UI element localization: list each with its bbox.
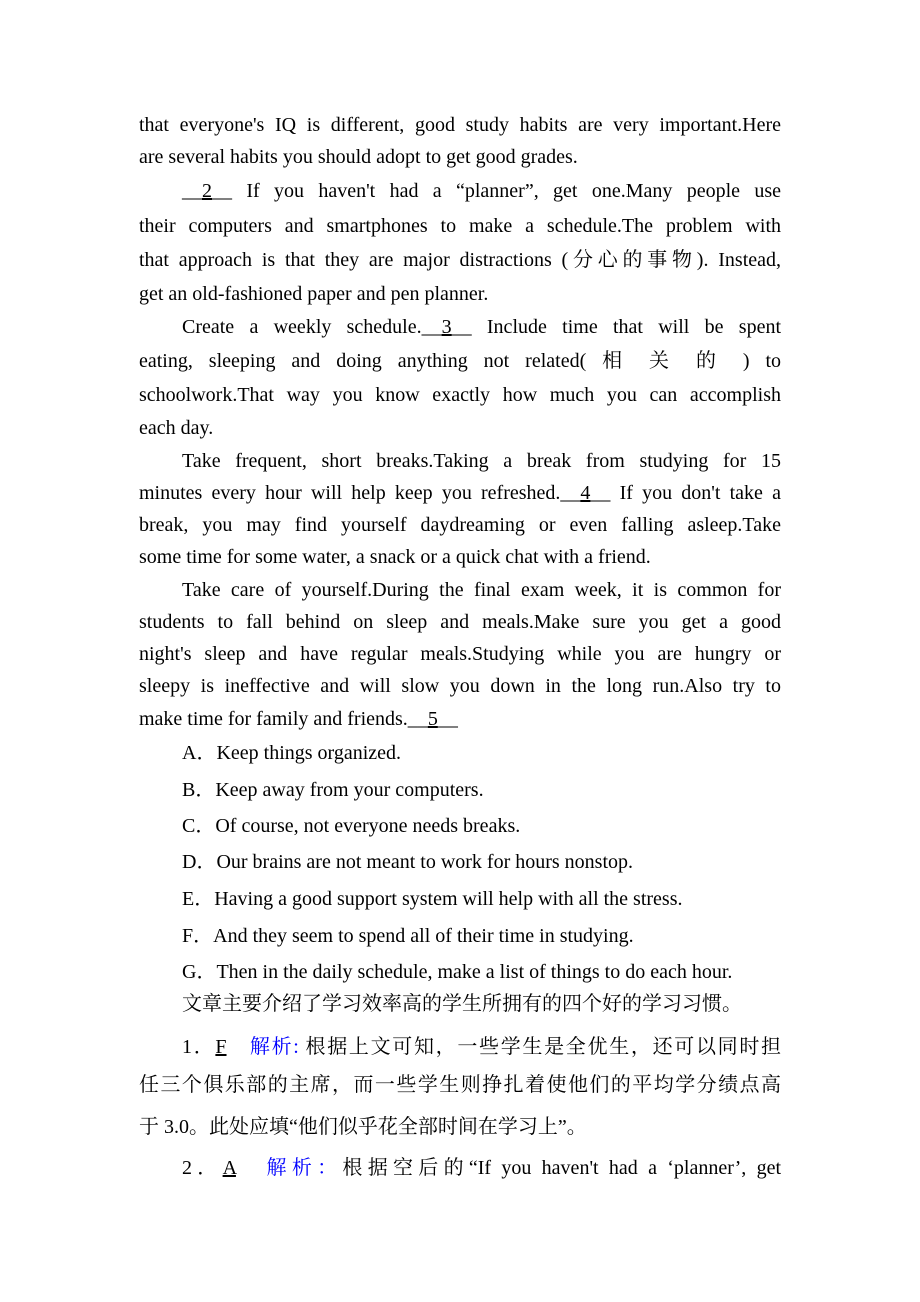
text-line bbox=[182, 990, 781, 1018]
answer-blank: 3 bbox=[441, 316, 452, 338]
text-segment: sleepy is ineffective and will slow you down in the long run.Also try to bbox=[139, 675, 781, 697]
answer-blank: A bbox=[222, 1157, 236, 1179]
text-line bbox=[139, 1071, 781, 1099]
text-line bbox=[139, 143, 781, 171]
text-segment: 根据空后的“If you haven't had a ‘planner’, get bbox=[342, 1157, 782, 1179]
text-segment: 于 3.0。此处应填“他们似乎花全部时间在学习上”。 bbox=[139, 1116, 587, 1138]
text-segment: get an old-fashioned paper and pen planner. bbox=[139, 283, 489, 305]
answer-blank: 4 bbox=[580, 482, 591, 504]
text-line bbox=[182, 1033, 781, 1061]
text-segment: Create a weekly schedule.__ bbox=[182, 316, 442, 338]
text-line bbox=[139, 414, 781, 442]
text-segment: are several habits you should adopt to get good grades. bbox=[139, 146, 578, 168]
text-segment: C．Of course, not everyone needs breaks. bbox=[182, 815, 521, 837]
text-segment: each day. bbox=[139, 417, 214, 439]
answer-blank: 2 bbox=[202, 180, 212, 202]
text-segment: schoolwork.That way you know exactly how much you can accomplish bbox=[139, 384, 781, 406]
text-line bbox=[139, 212, 781, 240]
text-line bbox=[139, 280, 781, 308]
text-segment: D．Our brains are not meant to work for hours nonstop. bbox=[182, 851, 634, 873]
text-segment: their computers and smartphones to make a schedule.The problem with bbox=[139, 215, 781, 237]
text-segment: F．And they seem to spend all of their time in studying. bbox=[182, 925, 634, 947]
text-segment: A．Keep things organized. bbox=[182, 742, 402, 764]
analysis-label: 解析： bbox=[266, 1157, 343, 1179]
text-segment: 根据上文可知，一些学生是全优生，还可以同时担 bbox=[298, 1036, 782, 1058]
text-segment: eating, sleeping and doing anything not related( 相 关 的 ) to bbox=[139, 350, 781, 372]
text-line bbox=[139, 543, 781, 571]
text-line bbox=[182, 576, 781, 604]
text-line bbox=[182, 313, 781, 341]
text-line bbox=[139, 381, 781, 409]
text-line bbox=[139, 347, 781, 375]
text-line bbox=[182, 776, 781, 804]
text-segment: some time for some water, a snack or a quick chat with a friend. bbox=[139, 546, 651, 568]
text-segment: Take frequent, short breaks.Taking a break from studying for 15 bbox=[182, 450, 781, 472]
text-segment: G．Then in the daily schedule, make a list of things to do each hour. bbox=[182, 961, 733, 983]
analysis-label: 解析: bbox=[249, 1036, 299, 1058]
text-line bbox=[139, 511, 781, 539]
text-segment: that approach is that they are major distractions (分心的事物). Instead, bbox=[139, 249, 781, 271]
text-line bbox=[139, 479, 781, 507]
text-line bbox=[182, 739, 781, 767]
text-line bbox=[139, 608, 781, 636]
text-segment: students to fall behind on sleep and meals.Make sure you get a good bbox=[139, 611, 781, 633]
text-segment: 2． bbox=[182, 1157, 223, 1179]
text-segment: __ If you don't take a bbox=[590, 482, 781, 504]
text-line bbox=[182, 447, 781, 475]
text-line bbox=[139, 705, 781, 733]
text-segment bbox=[227, 1036, 250, 1058]
text-segment: 1． bbox=[182, 1036, 216, 1058]
text-segment: E．Having a good support system will help with all the stress. bbox=[182, 888, 683, 910]
text-segment: 文章主要介绍了学习效率高的学生所拥有的四个好的学习习惯。 bbox=[182, 993, 742, 1015]
text-segment: __ bbox=[437, 708, 458, 730]
text-line bbox=[182, 958, 781, 986]
text-segment: Take care of yourself.During the final exam week, it is common for bbox=[182, 579, 781, 601]
text-line bbox=[182, 812, 781, 840]
text-line bbox=[182, 922, 781, 950]
answer-blank: F bbox=[215, 1036, 227, 1058]
text-segment: make time for family and friends.__ bbox=[139, 708, 428, 730]
text-segment bbox=[236, 1157, 267, 1179]
text-line bbox=[182, 177, 781, 205]
text-line bbox=[139, 640, 781, 668]
answer-blank: 5 bbox=[427, 708, 438, 730]
text-segment: B．Keep away from your computers. bbox=[182, 779, 484, 801]
text-segment: break, you may find yourself daydreaming or even falling asleep.Take bbox=[139, 514, 781, 536]
text-line bbox=[182, 885, 781, 913]
text-segment: night's sleep and have regular meals.Studying while you are hungry or bbox=[139, 643, 781, 665]
text-segment: that everyone's IQ is different, good study habits are very important.Here bbox=[139, 114, 781, 136]
text-line bbox=[139, 111, 781, 139]
text-line bbox=[139, 672, 781, 700]
text-segment: __ bbox=[182, 180, 202, 202]
text-segment: __ Include time that will be spent bbox=[451, 316, 781, 338]
text-segment: __ If you haven't had a “planner”, get one.Many people use bbox=[212, 180, 781, 202]
text-line bbox=[182, 1154, 781, 1182]
text-segment: minutes every hour will help keep you refreshed.__ bbox=[139, 482, 581, 504]
text-line bbox=[139, 246, 781, 274]
text-segment: 任三个俱乐部的主席，而一些学生则挣扎着使他们的平均学分绩点高 bbox=[139, 1074, 781, 1096]
text-line bbox=[182, 848, 781, 876]
text-line bbox=[139, 1113, 781, 1141]
